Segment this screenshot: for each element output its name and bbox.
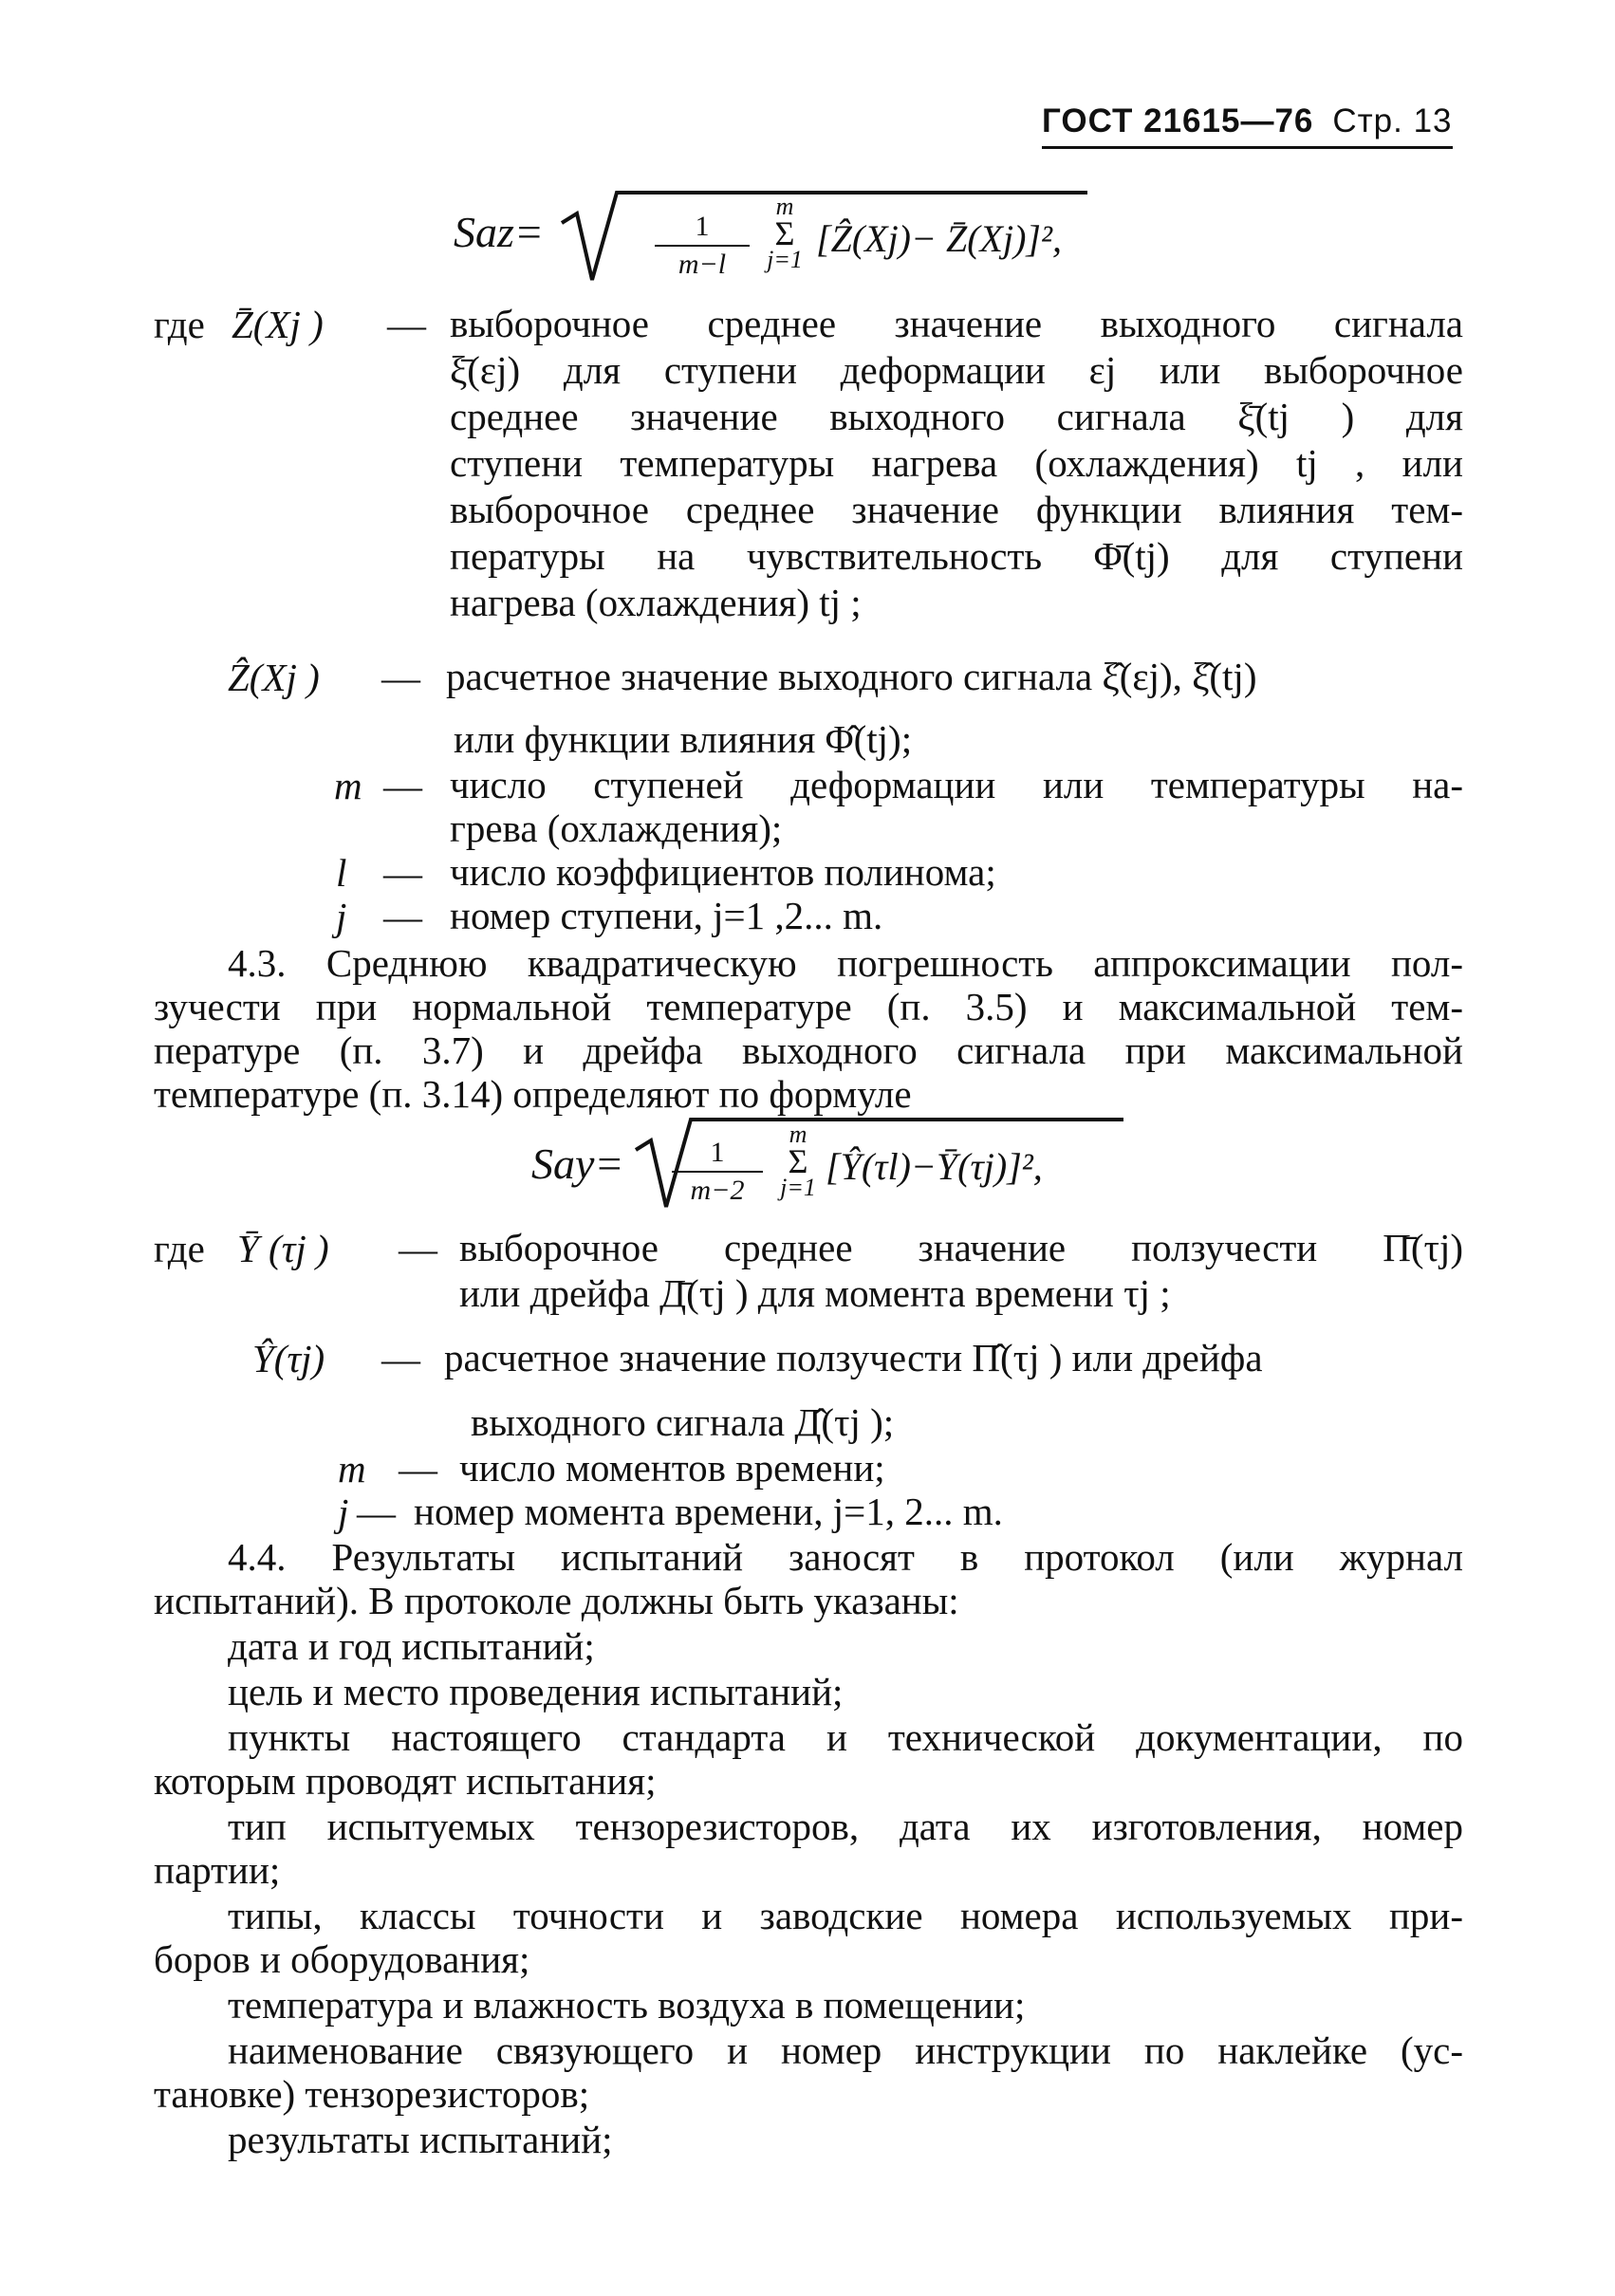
def-line: нагрева (охлаждения) tj ;: [450, 581, 862, 624]
page-header: [1042, 102, 1453, 149]
def-line: расчетное значение ползучести П̂(τj ) или дрейфа: [444, 1336, 1263, 1379]
para-line: температуре (п. 3.14) определяют по формуле: [154, 1072, 912, 1116]
def-line: пературы на чувствительность Φ̄(tj) для ступени: [450, 534, 1463, 578]
list-item: партии;: [154, 1848, 281, 1892]
dash: —: [399, 1227, 437, 1270]
def-line: номер момента времени, j=1, 2... m.: [414, 1490, 1003, 1533]
list-item: тановке) тензорезисторов;: [154, 2072, 590, 2116]
def-line: число ступеней деформации или температуры на-: [450, 763, 1463, 806]
dash: —: [357, 1491, 396, 1534]
dash: —: [399, 1447, 437, 1491]
standard-number: ГОСТ 21615—76: [1042, 102, 1314, 139]
symbol-j: j: [336, 895, 347, 938]
def-line: среднее значение выходного сигнала ξ̄(tj ) для: [450, 395, 1463, 438]
para-line: пературе (п. 3.7) и дрейфа выходного сигнала при максимальной: [154, 1028, 1463, 1072]
def-line: ступени температуры нагрева (охлаждения) tj , или: [450, 441, 1463, 485]
def-line: выборочное среднее значение выходного сигнала: [450, 302, 1463, 345]
list-item: тип испытуемых тензорезисторов, дата их изготовления, номер: [228, 1805, 1463, 1848]
formula-say-sum: m Σ j=1: [780, 1120, 816, 1201]
dash: —: [387, 303, 426, 346]
list-item: дата и год испытаний;: [228, 1624, 595, 1668]
list-item: цель и место проведения испытаний;: [228, 1670, 844, 1713]
def-line: номер ступени, j=1 ,2... m.: [450, 894, 883, 937]
def-line: расчетное значение выходного сигнала ξ̂(εj), ξ̂(tj): [446, 655, 1257, 698]
symbol-z-hat: Ẑ(Xj ): [228, 656, 320, 699]
dash: —: [383, 895, 422, 938]
formula-saz-sum: m Σ j=1: [767, 193, 803, 273]
symbol-m: m: [338, 1447, 366, 1491]
list-item: температура и влажность воздуха в помещении;: [228, 1983, 1026, 2027]
formula-say-lhs: Say=: [531, 1139, 624, 1188]
symbol-z-mean: Z̄(Xj ): [232, 303, 324, 346]
def-line: выходного сигнала Д̂(τj );: [471, 1400, 895, 1444]
def-line: ξ̄(εj) для ступени деформации εj или выборочное: [450, 348, 1463, 392]
def-line: или дрейфа Д̄(τj ) для момента времени τj ;: [459, 1271, 1171, 1315]
def-line: выборочное среднее значение функции влияния тем-: [450, 488, 1463, 531]
list-item: наименование связующего и номер инструкции по наклейке (ус-: [228, 2028, 1463, 2072]
formula-saz-fraction: 1 m−l: [655, 211, 750, 281]
list-item: которым проводят испытания;: [154, 1759, 657, 1803]
formula-say-fraction: 1 m−2: [672, 1137, 763, 1207]
def-line: грева (охлаждения);: [450, 806, 783, 850]
para-line: 4.4. Результаты испытаний заносят в протокол (или журнал: [228, 1535, 1463, 1579]
para-line: испытаний). В протоколе должны быть указаны:: [154, 1579, 959, 1622]
list-item: типы, классы точности и заводские номера используемых при-: [228, 1894, 1463, 1937]
formula-say-body: [Ŷ(τl)−Ȳ(τj)]²,: [826, 1145, 1043, 1188]
symbol-y-hat: Ŷ(τj): [252, 1337, 325, 1380]
def-line: или функции влияния Φ̂(tj);: [454, 717, 913, 761]
para-line: зучести при нормальной температуре (п. 3.5) и максимальной тем-: [154, 985, 1463, 1028]
dash: —: [383, 851, 422, 895]
where-label: где: [154, 303, 205, 346]
def-line: выборочное среднее значение ползучести П̄(τj): [459, 1226, 1463, 1269]
symbol-m: m: [334, 764, 362, 807]
where-label: где: [154, 1227, 205, 1270]
dash: —: [383, 764, 422, 807]
dash: —: [381, 1337, 420, 1380]
page-number: Стр. 13: [1332, 102, 1453, 139]
formula-saz-lhs: Saz=: [454, 208, 544, 256]
dash: —: [381, 656, 420, 699]
para-line: 4.3. Среднюю квадратическую погрешность аппроксимации пол-: [228, 941, 1463, 985]
symbol-y-mean: Ȳ (τj ): [237, 1227, 329, 1270]
def-line: число коэффициентов полинома;: [450, 850, 996, 894]
list-item: результаты испытаний;: [228, 2118, 613, 2161]
list-item: пункты настоящего стандарта и технической документации, по: [228, 1715, 1463, 1759]
list-item: боров и оборудования;: [154, 1937, 530, 1981]
symbol-l: l: [336, 851, 347, 895]
formula-saz-body: [Ẑ(Xj)− Z̄(Xj)]²,: [816, 217, 1062, 260]
symbol-j: j: [338, 1491, 349, 1534]
def-line: число моментов времени;: [459, 1446, 885, 1490]
